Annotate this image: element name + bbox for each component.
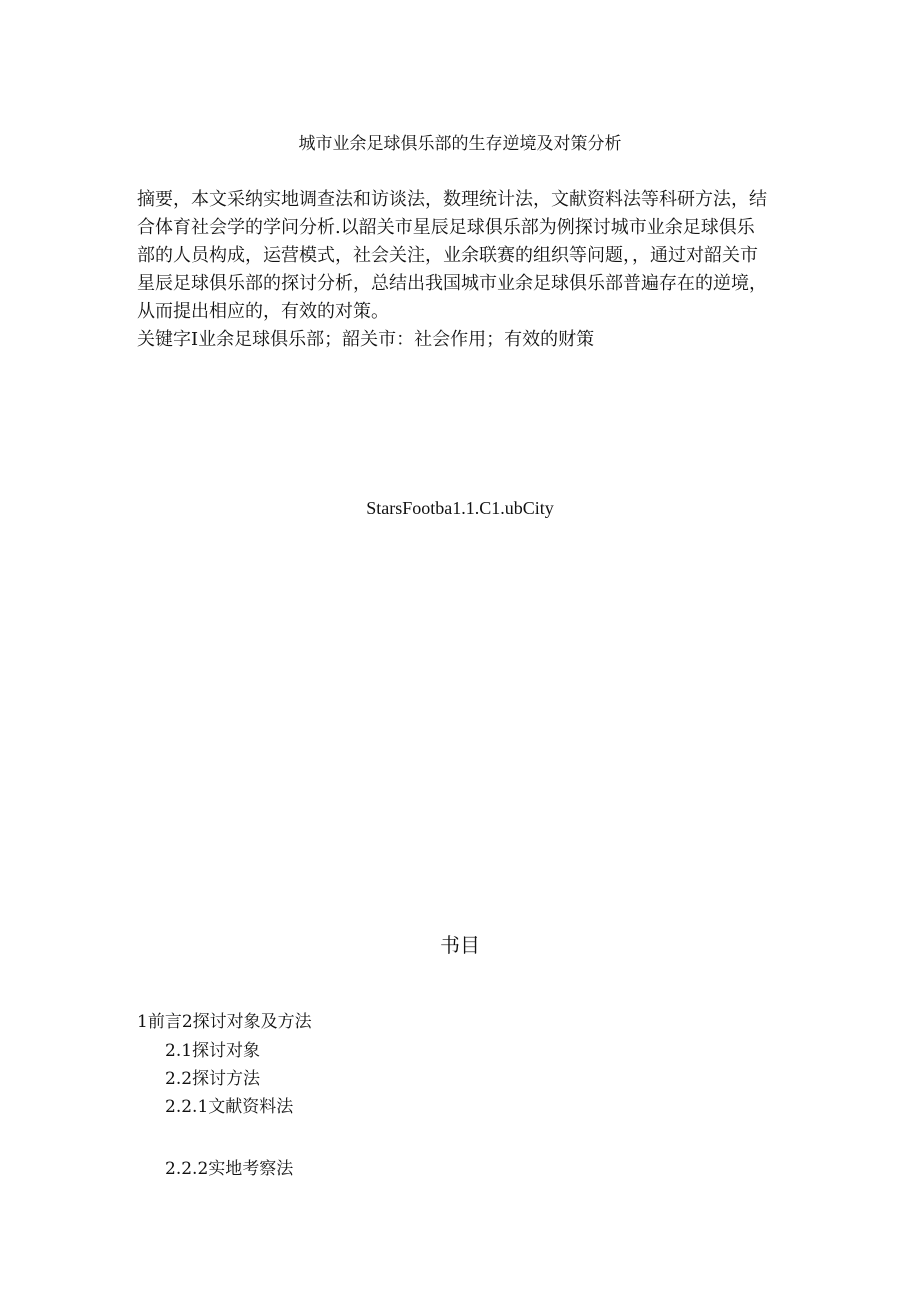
toc-item: 2.2.2实地考察法 (165, 1159, 294, 1179)
abstract-line: 从而提出相应的，有效的对策。 (137, 301, 389, 322)
abstract-line: 部的人员构成，运营模式，社会关注，业余联赛的组织等问题，，通过对韶关市 (137, 245, 758, 266)
toc-title: 书目 (440, 933, 480, 957)
document-title: 城市业余足球俱乐部的生存逆境及对策分析 (298, 134, 622, 154)
abstract-line: 合体育社会学的学问分析.以韶关市星辰足球俱乐部为例探讨城市业余足球俱乐 (137, 217, 755, 238)
toc-item: 2.2.1文献资料法 (165, 1097, 294, 1117)
toc-item: 2.1探讨对象 (165, 1041, 261, 1061)
abstract-line: 星辰足球俱乐部的探讨分析，总结出我国城市业余足球俱乐部普遍存在的逆境， (137, 273, 767, 294)
toc-item: 2.2探讨方法 (165, 1069, 261, 1089)
english-title: StarsFootba1.1.C1.ubCity (366, 498, 554, 518)
toc-item: 1前言2探讨对象及方法 (137, 1012, 312, 1032)
keywords: 关键字I业余足球俱乐部；韶关市：社会作用；有效的财策 (137, 329, 595, 350)
abstract-line: 摘要，本文采纳实地调查法和访谈法，数理统计法，文献资料法等科研方法，结 (137, 189, 767, 210)
